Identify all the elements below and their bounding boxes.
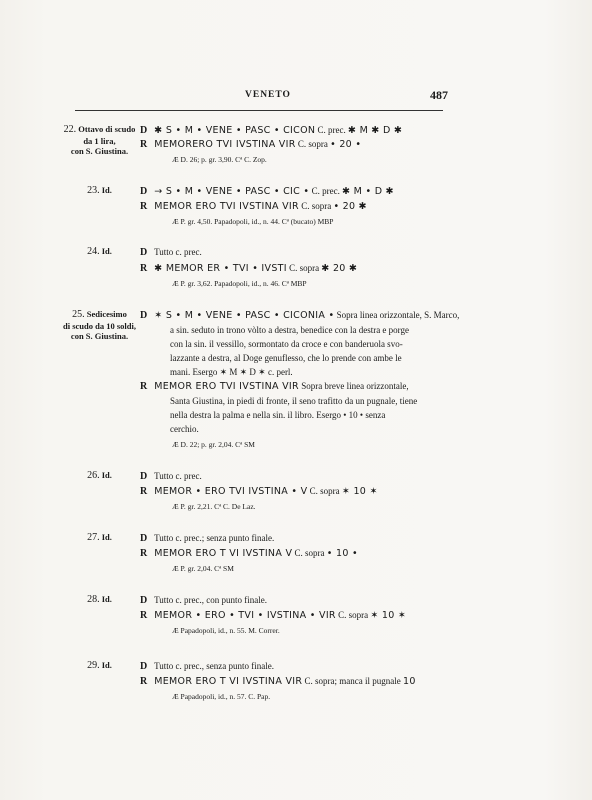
reverse-line: R MEMOR ERO T VI IVSTINA V C. sopra • 10 • <box>140 548 358 559</box>
obverse-description: a sin. seduto in trono vòlto a destra, benedice con la destra e porge con la sin. il vessillo, sormontato da croce e con banderuola svo- lazzante a destra, al Doge genuflesso, che lo prende con ambe le mani. Esergo ✶ M ✶ D ✶ c. perl. <box>170 325 410 377</box>
obverse-line: D Tutto c. prec.; senza punto finale. <box>140 533 275 544</box>
entry-meta: Æ Papadopoli, id., n. 55. M. Correr. <box>172 626 280 635</box>
reverse-line: R MEMOR ERO T VI IVSTINA VIR C. sopra; manca il pugnale 10 <box>140 676 416 687</box>
entry-meta: Æ D. 26; p. gr. 3,90. Cª C. Zop. <box>172 155 267 164</box>
obverse-line: D ✱ S • M • VENE • PASC • CICON C. prec. ✱ M ✱ D ✱ <box>140 125 403 136</box>
entry-meta: Æ P. gr. 2,04. Cª SM <box>172 564 234 573</box>
obverse-line: D Tutto c. prec., con punto finale. <box>140 595 267 606</box>
entry-meta: Æ P. gr. 4,50. Papadopoli, id., n. 44. Cª (bucato) MBP <box>172 217 334 226</box>
reverse-description: Santa Giustina, in piedi di fronte, il seno trafitto da un pugnale, tiene nella destra la palma e nella sin. il libro. Esergo • 10 • senza cerchio. <box>170 396 418 434</box>
entry-meta: Æ D. 22; p. gr. 2,04. Cª SM <box>172 440 255 449</box>
reverse-line: R MEMOR ERO TVI IVSTINA VIR Sopra breve linea orizzontale, <box>140 381 409 392</box>
entry-label: 28. Id. <box>87 594 112 605</box>
entry-label: 27. Id. <box>87 532 112 543</box>
entry-label: 24. Id. <box>87 246 112 257</box>
entry-meta: Æ P. gr. 2,21. Cª C. De Laz. <box>172 502 256 511</box>
reverse-line: R ✱ MEMOR ER • TVI • IVSTI C. sopra ✱ 20 ✱ <box>140 263 358 274</box>
entry-label: 29. Id. <box>87 660 112 671</box>
reverse-line: R MEMOR ERO TVI IVSTINA VIR C. sopra • 20 ✱ <box>140 201 367 212</box>
obverse-line: D Tutto c. prec., senza punto finale. <box>140 661 274 672</box>
entry-label: 22. Ottavo di scudo da 1 lira, con S. Giustina. <box>63 124 136 156</box>
reverse-line: R MEMORERO TVI IVSTINA VIR C. sopra • 20 • <box>140 139 362 150</box>
header-rule <box>75 110 443 111</box>
reverse-line: R MEMOR • ERO • TVI • IVSTINA • VIR C. sopra ✶ 10 ✶ <box>140 610 407 621</box>
obverse-line: D ✶ S • M • VENE • PASC • CICONIA • Sopra linea orizzontale, S. Marco, <box>140 310 460 321</box>
obverse-line: D Tutto c. prec. <box>140 471 202 482</box>
running-head: VENETO <box>245 90 291 100</box>
obverse-line: D → S • M • VENE • PASC • CIC • C. prec. ✱ M • D ✱ <box>140 186 394 197</box>
page-number: 487 <box>430 88 448 102</box>
obverse-line: D Tutto c. prec. <box>140 247 202 258</box>
entry-meta: Æ P. gr. 3,62. Papadopoli, id., n. 46. Cª MBP <box>172 279 307 288</box>
entry-meta: Æ Papadopoli, id., n. 57. C. Pap. <box>172 692 271 701</box>
entry-label: 23. Id. <box>87 185 112 196</box>
entry-label: 25. Sedicesimo di scudo da 10 soldi, con S. Giustina. <box>63 309 136 341</box>
entry-label: 26. Id. <box>87 470 112 481</box>
reverse-line: R MEMOR • ERO TVI IVSTINA • V C. sopra ✶ 10 ✶ <box>140 486 378 497</box>
